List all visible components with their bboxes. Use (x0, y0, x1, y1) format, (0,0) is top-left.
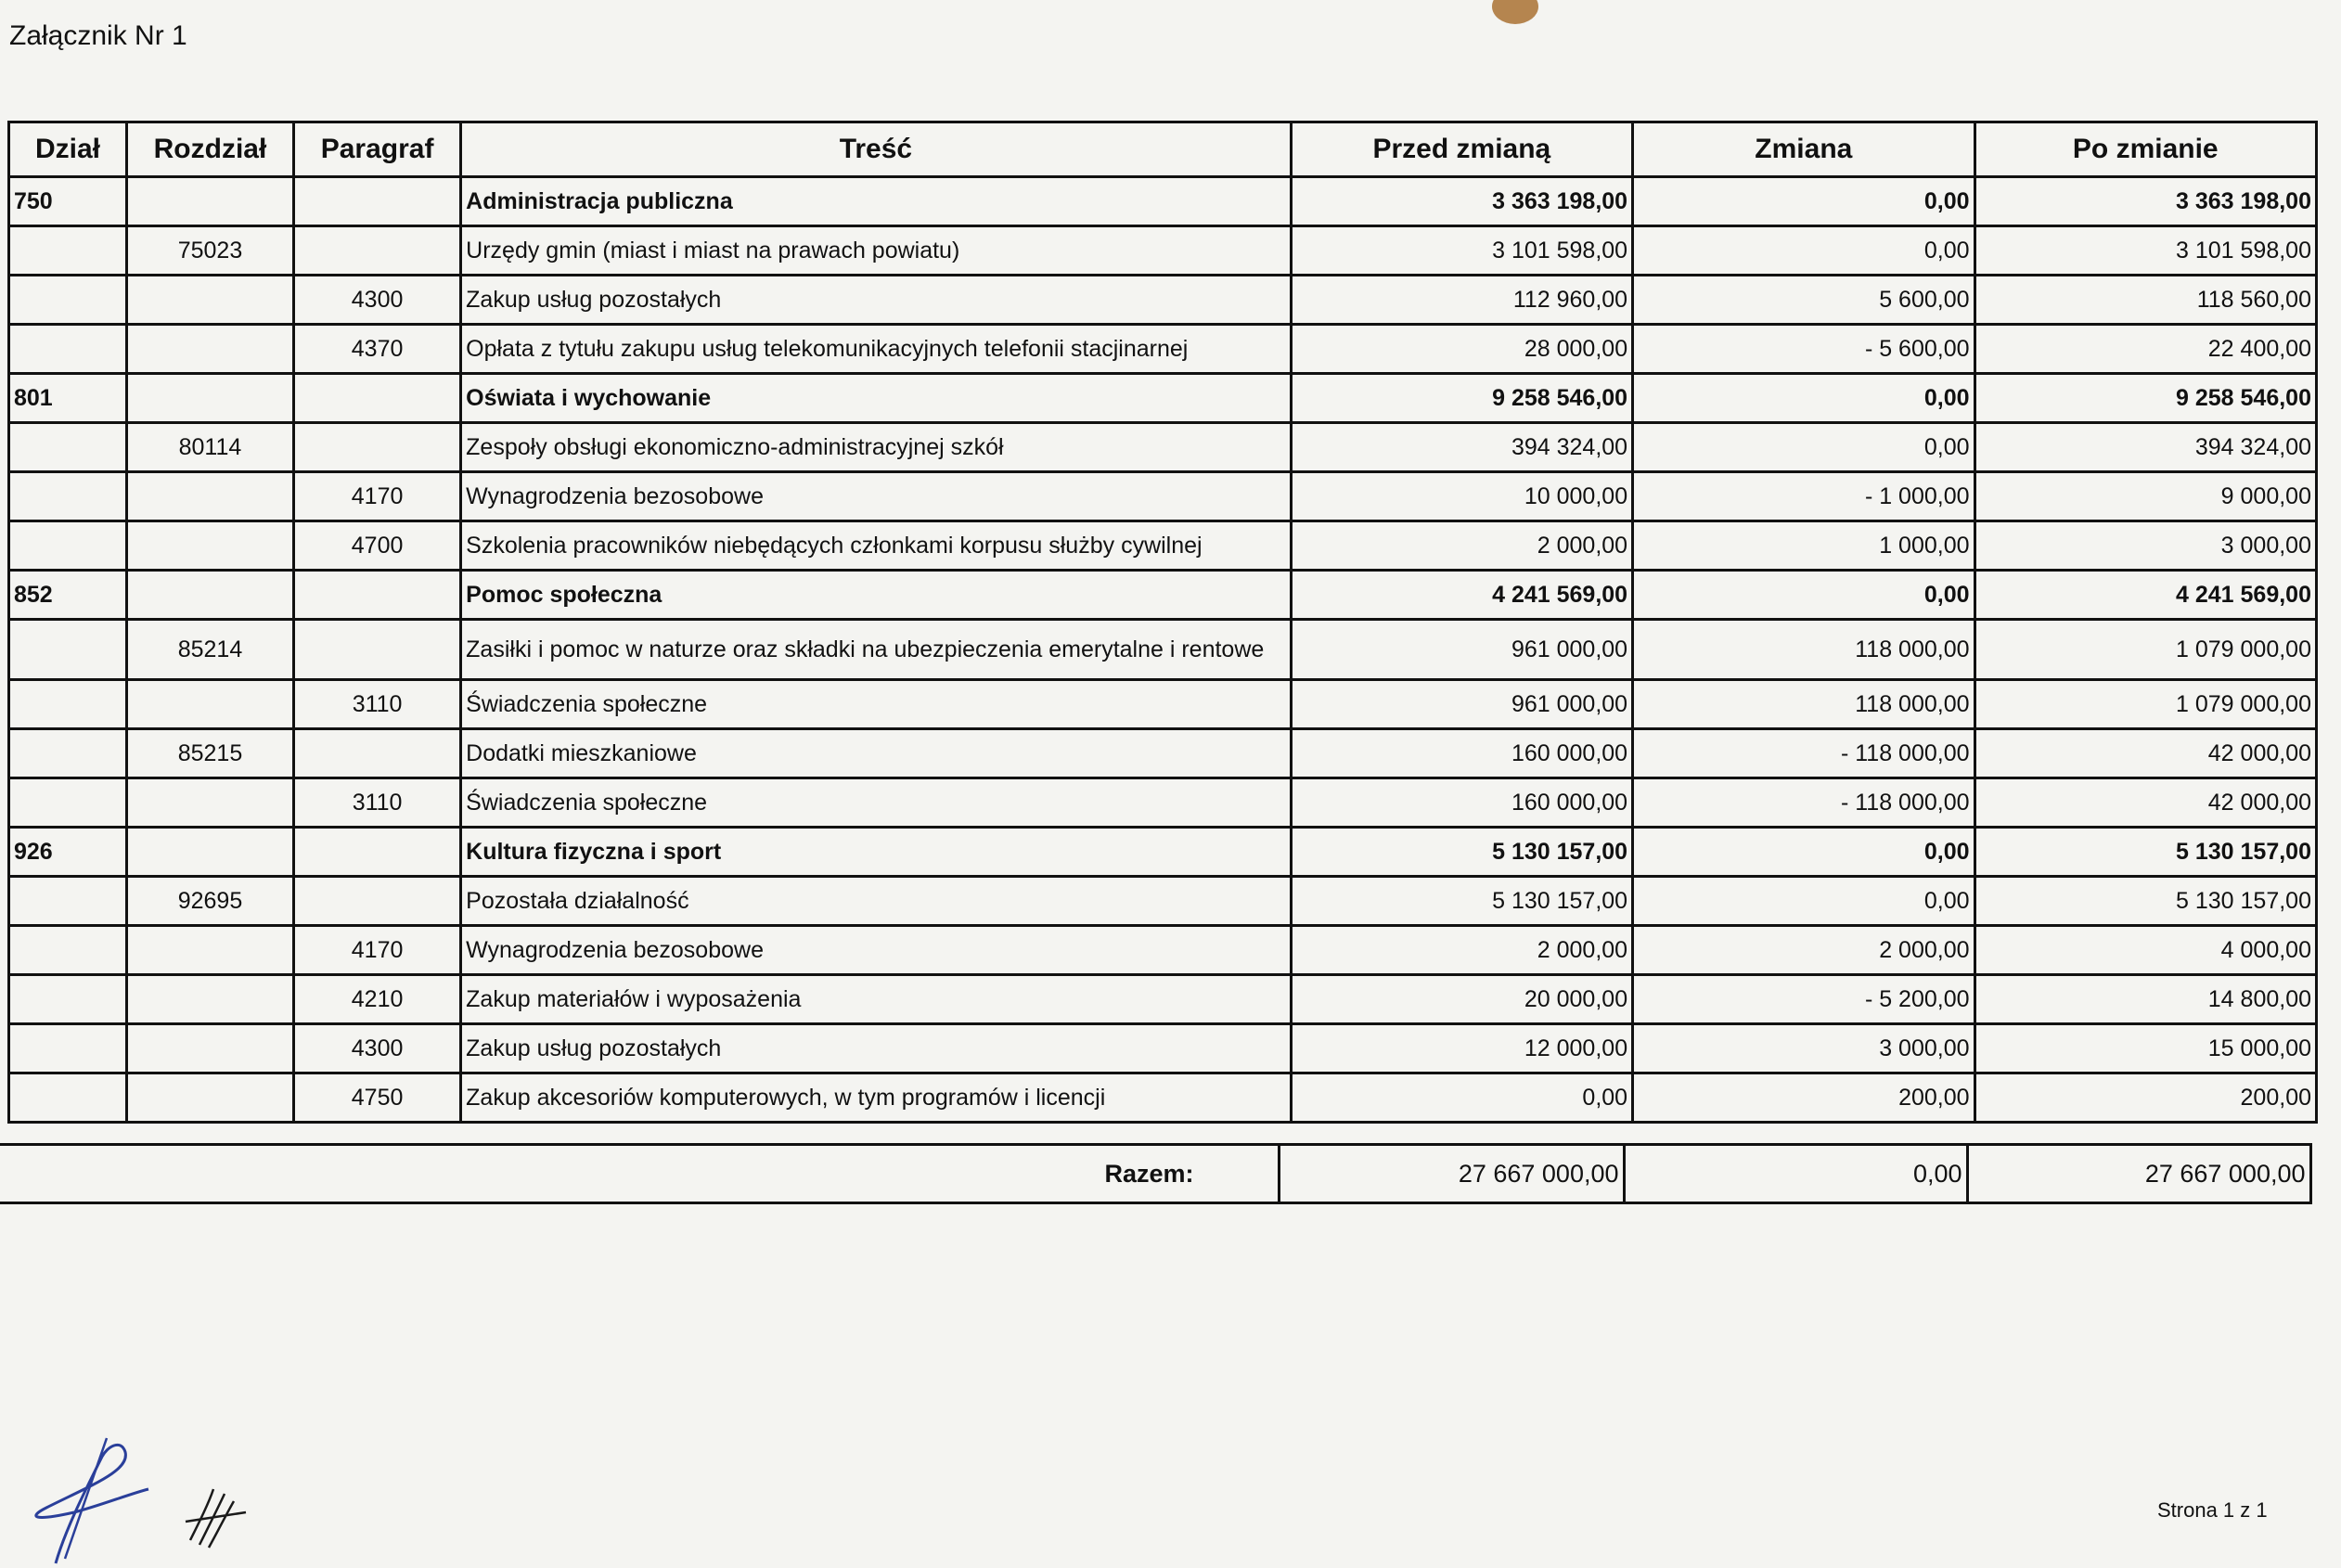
cell-po: 14 800,00 (1974, 975, 2316, 1024)
cell-przed: 961 000,00 (1291, 620, 1632, 680)
total-zmiana: 0,00 (1624, 1145, 1967, 1203)
cell-zmiana: - 5 200,00 (1633, 975, 1974, 1024)
cell-zmiana: 0,00 (1633, 374, 1974, 423)
table-row-paragraf (9, 276, 2317, 325)
cell-tresc: Zespoły obsługi ekonomiczno-administracyjnej szkół (461, 423, 1292, 472)
cell-dzial (9, 877, 127, 926)
cell-rozdzial (126, 571, 293, 620)
cell-rozdzial (126, 472, 293, 521)
table-row-paragraf (9, 680, 2317, 729)
cell-zmiana: - 118 000,00 (1633, 729, 1974, 778)
cell-po: 5 130 157,00 (1974, 877, 2316, 926)
cell-po: 4 241 569,00 (1974, 571, 2316, 620)
header-row (9, 122, 2317, 177)
cell-przed: 4 241 569,00 (1291, 571, 1632, 620)
total-label: Razem: (0, 1145, 1279, 1203)
table-row-paragraf (9, 1073, 2317, 1123)
cell-rozdzial (126, 975, 293, 1024)
punch-hole (1492, 0, 1538, 24)
cell-paragraf: 3110 (294, 680, 461, 729)
table-row-paragraf (9, 1024, 2317, 1073)
table-row-rozdzial (9, 620, 2317, 680)
cell-dzial: 852 (9, 571, 127, 620)
cell-paragraf: 4170 (294, 926, 461, 975)
cell-po: 394 324,00 (1974, 423, 2316, 472)
cell-po: 42 000,00 (1974, 778, 2316, 828)
cell-dzial (9, 1073, 127, 1123)
cell-po: 118 560,00 (1974, 276, 2316, 325)
cell-dzial (9, 926, 127, 975)
cell-tresc: Oświata i wychowanie (461, 374, 1292, 423)
table-row-paragraf (9, 975, 2317, 1024)
cell-przed: 3 363 198,00 (1291, 177, 1632, 226)
cell-dzial (9, 975, 127, 1024)
cell-paragraf: 4210 (294, 975, 461, 1024)
cell-dzial (9, 729, 127, 778)
cell-po: 3 101 598,00 (1974, 226, 2316, 276)
cell-przed: 2 000,00 (1291, 926, 1632, 975)
cell-zmiana: 3 000,00 (1633, 1024, 1974, 1073)
cell-zmiana: 5 600,00 (1633, 276, 1974, 325)
cell-tresc: Dodatki mieszkaniowe (461, 729, 1292, 778)
cell-rozdzial (126, 1024, 293, 1073)
cell-rozdzial (126, 1073, 293, 1123)
cell-rozdzial (126, 276, 293, 325)
cell-paragraf: 4170 (294, 472, 461, 521)
page-number: Strona 1 z 1 (2157, 1498, 2268, 1522)
cell-rozdzial (126, 926, 293, 975)
cell-przed: 0,00 (1291, 1073, 1632, 1123)
table-row-paragraf (9, 521, 2317, 571)
table-row-dzial (9, 177, 2317, 226)
table-row-paragraf (9, 472, 2317, 521)
cell-zmiana: - 5 600,00 (1633, 325, 1974, 374)
cell-zmiana: 0,00 (1633, 177, 1974, 226)
cell-paragraf: 4370 (294, 325, 461, 374)
cell-dzial: 801 (9, 374, 127, 423)
cell-tresc: Pozostała działalność (461, 877, 1292, 926)
cell-tresc: Wynagrodzenia bezosobowe (461, 926, 1292, 975)
cell-dzial (9, 1024, 127, 1073)
cell-po: 1 079 000,00 (1974, 680, 2316, 729)
cell-tresc: Zakup usług pozostałych (461, 276, 1292, 325)
cell-po: 3 000,00 (1974, 521, 2316, 571)
cell-przed: 160 000,00 (1291, 729, 1632, 778)
cell-zmiana: 118 000,00 (1633, 680, 1974, 729)
cell-rozdzial (126, 778, 293, 828)
cell-paragraf: 4750 (294, 1073, 461, 1123)
cell-przed: 20 000,00 (1291, 975, 1632, 1024)
cell-tresc: Świadczenia społeczne (461, 680, 1292, 729)
table-row-rozdzial (9, 226, 2317, 276)
cell-przed: 5 130 157,00 (1291, 828, 1632, 877)
cell-zmiana: - 118 000,00 (1633, 778, 1974, 828)
cell-rozdzial (126, 177, 293, 226)
column-header-zmiana: Zmiana (1633, 122, 1974, 177)
column-header-dzial: Dział (9, 122, 127, 177)
column-header-paragraf: Paragraf (294, 122, 461, 177)
cell-zmiana: 0,00 (1633, 423, 1974, 472)
cell-paragraf: 3110 (294, 778, 461, 828)
cell-zmiana: 0,00 (1633, 877, 1974, 926)
cell-dzial (9, 778, 127, 828)
cell-przed: 28 000,00 (1291, 325, 1632, 374)
cell-paragraf: 4700 (294, 521, 461, 571)
column-header-rozdzial: Rozdział (126, 122, 293, 177)
total-row (0, 1145, 2310, 1203)
cell-zmiana: 118 000,00 (1633, 620, 1974, 680)
cell-paragraf (294, 374, 461, 423)
cell-rozdzial (126, 325, 293, 374)
cell-po: 3 363 198,00 (1974, 177, 2316, 226)
page-title: Załącznik Nr 1 (9, 20, 187, 51)
cell-rozdzial: 85214 (126, 620, 293, 680)
cell-rozdzial: 85215 (126, 729, 293, 778)
cell-dzial (9, 620, 127, 680)
cell-po: 1 079 000,00 (1974, 620, 2316, 680)
total-table (0, 1143, 2312, 1204)
table-row-rozdzial (9, 423, 2317, 472)
table-row-rozdzial (9, 729, 2317, 778)
total-po: 27 667 000,00 (1967, 1145, 2310, 1203)
cell-rozdzial: 80114 (126, 423, 293, 472)
cell-paragraf: 4300 (294, 276, 461, 325)
cell-po: 22 400,00 (1974, 325, 2316, 374)
cell-dzial (9, 226, 127, 276)
cell-przed: 9 258 546,00 (1291, 374, 1632, 423)
cell-tresc: Opłata z tytułu zakupu usług telekomunikacyjnych telefonii stacjinarnej (461, 325, 1292, 374)
cell-paragraf: 4300 (294, 1024, 461, 1073)
cell-paragraf (294, 620, 461, 680)
cell-paragraf (294, 177, 461, 226)
budget-table (7, 121, 2318, 1124)
cell-tresc: Urzędy gmin (miast i miast na prawach powiatu) (461, 226, 1292, 276)
cell-rozdzial: 92695 (126, 877, 293, 926)
cell-dzial (9, 521, 127, 571)
table-row-rozdzial (9, 877, 2317, 926)
cell-przed: 3 101 598,00 (1291, 226, 1632, 276)
cell-rozdzial (126, 521, 293, 571)
table-row-paragraf (9, 926, 2317, 975)
cell-paragraf (294, 828, 461, 877)
cell-rozdzial (126, 374, 293, 423)
cell-przed: 12 000,00 (1291, 1024, 1632, 1073)
column-header-przed: Przed zmianą (1291, 122, 1632, 177)
cell-dzial: 750 (9, 177, 127, 226)
table-row-dzial (9, 571, 2317, 620)
cell-rozdzial: 75023 (126, 226, 293, 276)
table-row-paragraf (9, 778, 2317, 828)
cell-paragraf (294, 571, 461, 620)
cell-paragraf (294, 877, 461, 926)
cell-paragraf (294, 423, 461, 472)
cell-zmiana: 2 000,00 (1633, 926, 1974, 975)
cell-przed: 5 130 157,00 (1291, 877, 1632, 926)
cell-dzial (9, 680, 127, 729)
cell-tresc: Wynagrodzenia bezosobowe (461, 472, 1292, 521)
table-row-dzial (9, 374, 2317, 423)
cell-zmiana: 0,00 (1633, 828, 1974, 877)
table-row-paragraf (9, 325, 2317, 374)
cell-po: 5 130 157,00 (1974, 828, 2316, 877)
table-row-dzial (9, 828, 2317, 877)
handwritten-signature (19, 1420, 260, 1568)
cell-przed: 112 960,00 (1291, 276, 1632, 325)
cell-tresc: Zasiłki i pomoc w naturze oraz składki na ubezpieczenia emerytalne i rentowe (461, 620, 1292, 680)
cell-tresc: Szkolenia pracowników niebędących członkami korpusu służby cywilnej (461, 521, 1292, 571)
cell-tresc: Kultura fizyczna i sport (461, 828, 1292, 877)
cell-przed: 10 000,00 (1291, 472, 1632, 521)
cell-tresc: Zakup akcesoriów komputerowych, w tym programów i licencji (461, 1073, 1292, 1123)
column-header-po: Po zmianie (1974, 122, 2316, 177)
cell-dzial (9, 276, 127, 325)
cell-zmiana: 1 000,00 (1633, 521, 1974, 571)
cell-przed: 961 000,00 (1291, 680, 1632, 729)
total-przed: 27 667 000,00 (1279, 1145, 1624, 1203)
cell-po: 200,00 (1974, 1073, 2316, 1123)
column-header-tresc: Treść (461, 122, 1292, 177)
cell-dzial (9, 472, 127, 521)
cell-tresc: Zakup usług pozostałych (461, 1024, 1292, 1073)
cell-po: 9 258 546,00 (1974, 374, 2316, 423)
cell-po: 42 000,00 (1974, 729, 2316, 778)
cell-zmiana: - 1 000,00 (1633, 472, 1974, 521)
cell-zmiana: 200,00 (1633, 1073, 1974, 1123)
cell-po: 15 000,00 (1974, 1024, 2316, 1073)
cell-tresc: Pomoc społeczna (461, 571, 1292, 620)
cell-zmiana: 0,00 (1633, 571, 1974, 620)
cell-dzial (9, 423, 127, 472)
cell-przed: 2 000,00 (1291, 521, 1632, 571)
cell-dzial: 926 (9, 828, 127, 877)
cell-dzial (9, 325, 127, 374)
cell-tresc: Administracja publiczna (461, 177, 1292, 226)
cell-zmiana: 0,00 (1633, 226, 1974, 276)
cell-rozdzial (126, 680, 293, 729)
cell-tresc: Świadczenia społeczne (461, 778, 1292, 828)
cell-rozdzial (126, 828, 293, 877)
cell-paragraf (294, 226, 461, 276)
cell-po: 9 000,00 (1974, 472, 2316, 521)
cell-tresc: Zakup materiałów i wyposażenia (461, 975, 1292, 1024)
cell-przed: 394 324,00 (1291, 423, 1632, 472)
cell-paragraf (294, 729, 461, 778)
cell-przed: 160 000,00 (1291, 778, 1632, 828)
cell-po: 4 000,00 (1974, 926, 2316, 975)
